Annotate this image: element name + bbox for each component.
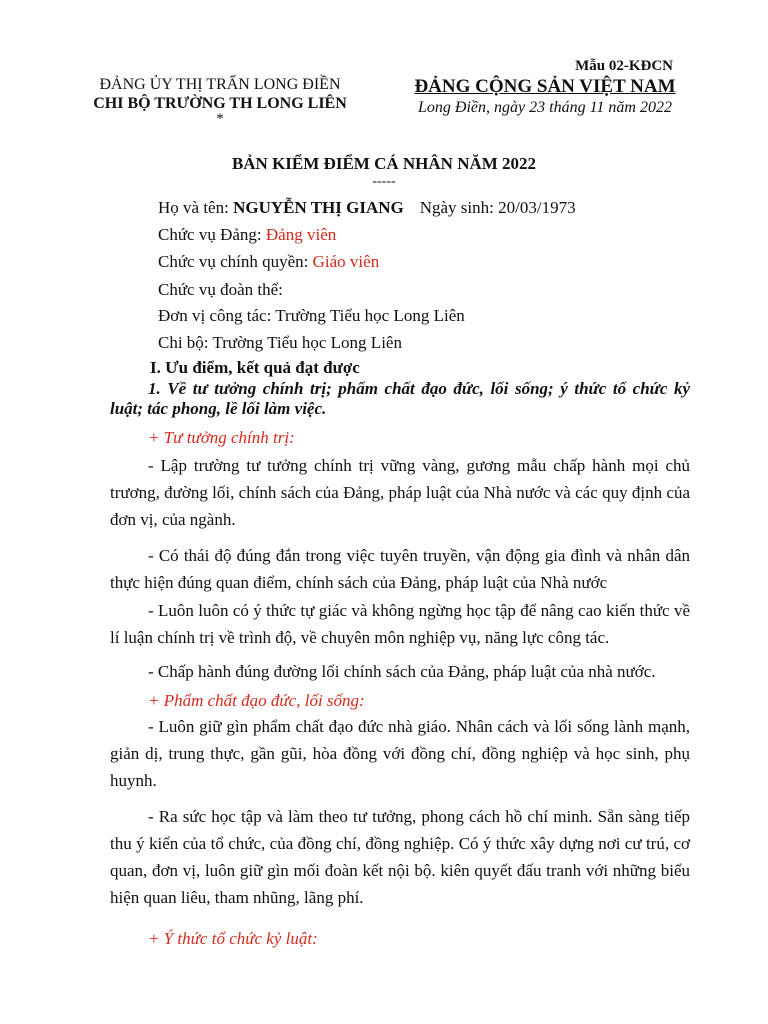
party-role-label: Chức vụ Đảng: <box>158 225 266 244</box>
gov-role-line <box>158 252 379 272</box>
paragraph: - Chấp hành đúng đường lối chính sách của Đảng, pháp luật của nhà nước. <box>148 662 656 681</box>
party-cell-line: Chi bộ: Trường Tiểu học Long Liên <box>158 333 402 352</box>
name-line <box>158 198 576 218</box>
gov-role-label: Chức vụ chính quyền: <box>158 252 313 271</box>
party-role-value: Đảng viên <box>265 225 337 244</box>
paragraph: - Luôn luôn có ý thức tự giác và không ngừng học tập để nâng cao kiến thức về lí luận chính trị về trình độ, về chuyên môn nghiệp vụ, năng lực công tác. <box>110 601 690 647</box>
ethics-heading: + Phẩm chất đạo đức, lối sống: <box>148 691 365 710</box>
party-header <box>390 76 700 117</box>
paragraph: - Ra sức học tập và làm theo tư tưởng, phong cách hồ chí minh. Sẵn sàng tiếp thu ý kiến của tổ chức, của đồng chí, đồng nghiệp. Có ý thức xây dựng nơi cư trú, cơ quan, đơn vị, luôn giữ gìn mối đoàn kết nội bộ. kiên quyết đấu tranh với những biểu hiện quan liêu, tham nhũng, lãng phí. <box>110 807 690 907</box>
union-role-line: Chức vụ đoàn thể: <box>158 280 283 299</box>
org-line2: CHI BỘ TRƯỜNG TH LONG LIÊN <box>93 95 347 112</box>
work-unit-line: Đơn vị công tác: Trường Tiểu học Long Liên <box>158 306 465 325</box>
org-star: * <box>216 111 224 127</box>
paragraph: - Lập trường tư tưởng chính trị vững vàng, gương mẫu chấp hành mọi chủ trương, đường lối, chính sách của Đảng, pháp luật của Nhà nước và các quy định của đơn vị, của ngành. <box>110 456 690 529</box>
place-date: Long Điền, ngày 23 tháng 11 năm 2022 <box>418 99 672 116</box>
subsection-heading: 1. Về tư tưởng chính trị; phẩm chất đạo đức, lối sống; ý thức tổ chức kỷ luật; tác phong, lề lối làm việc. <box>110 379 690 418</box>
name-value: NGUYỄN THỊ GIANG <box>233 198 404 217</box>
section-heading: I. Ưu điểm, kết quả đạt được <box>150 358 360 377</box>
title-divider: ----- <box>372 174 396 189</box>
party-role-line <box>158 225 336 245</box>
discipline-heading: + Ý thức tổ chức kỷ luật: <box>148 929 318 948</box>
gov-role-value: Giáo viên <box>312 252 380 271</box>
paragraph: - Có thái độ đúng đắn trong việc tuyên truyền, vận động gia đình và nhân dân thực hiện đúng quan điểm, chính sách của Đảng, pháp luật của Nhà nước <box>110 546 690 592</box>
document-title: BẢN KIỂM ĐIỂM CÁ NHÂN NĂM 2022 <box>231 154 537 173</box>
dob: Ngày sinh: 20/03/1973 <box>419 198 576 217</box>
org-line1: ĐẢNG ỦY THỊ TRẤN LONG ĐIỀN <box>99 76 341 93</box>
party-name: ĐẢNG CỘNG SẢN VIỆT NAM <box>414 76 676 97</box>
paragraph: - Luôn giữ gìn phẩm chất đạo đức nhà giáo. Nhân cách và lối sống lành mạnh, giản dị, trung thực, gần gũi, hòa đồng với đồng chí, đồng nghiệp và học sinh, phụ huynh. <box>110 717 690 790</box>
name-label: Họ và tên: <box>158 198 234 217</box>
politics-heading: + Tư tưởng chính trị: <box>148 428 295 447</box>
organization-header <box>70 76 370 128</box>
form-code: Mẫu 02-KĐCN <box>575 58 673 74</box>
